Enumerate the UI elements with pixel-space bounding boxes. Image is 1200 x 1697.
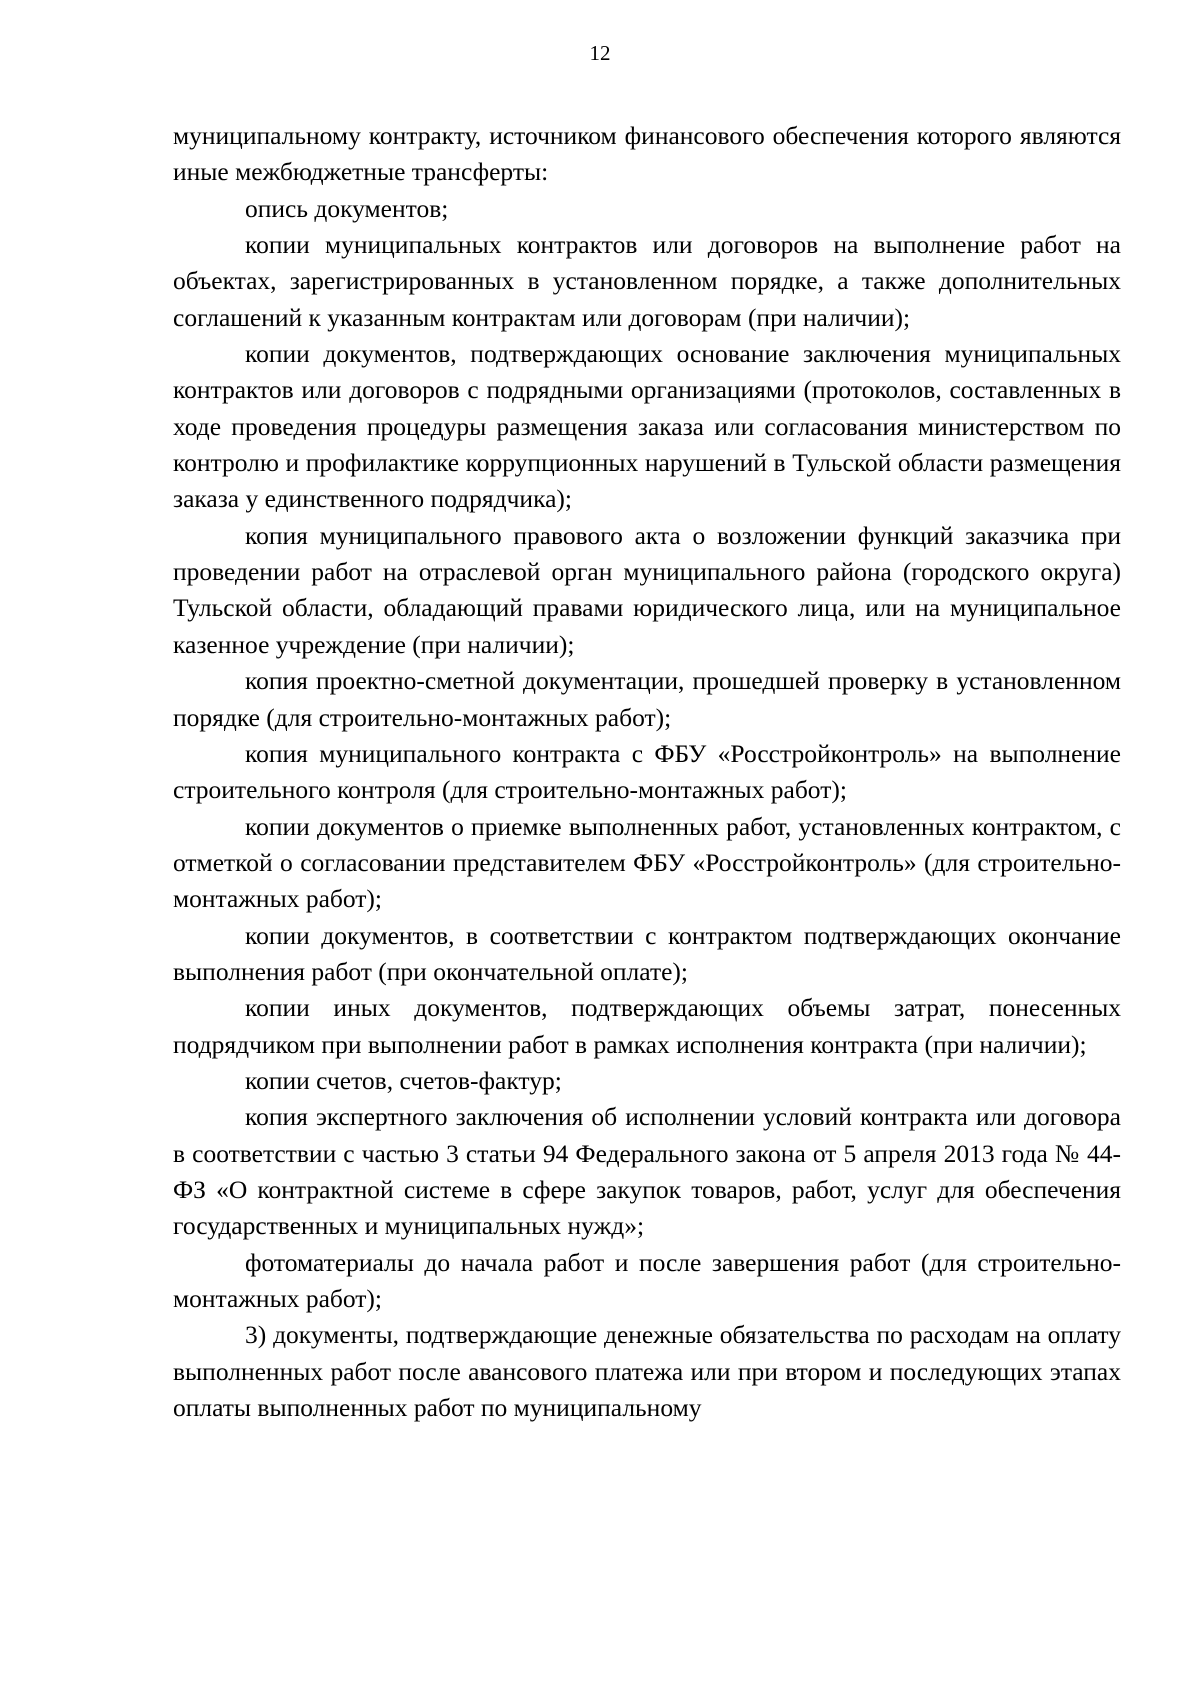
- paragraph-item-3: 3) документы, подтверждающие денежные обязательства по расходам на оплату выполненных работ после авансового платежа или при втором и последующих этапах оплаты выполненных работ по муниципальному: [173, 1320, 1121, 1423]
- paragraph-basis-documents: копии документов, подтверждающих основание заключения муниципальных контрактов или договоров с подрядными организациями (протоколов, составленных в ходе проведения процедуры размещения заказа или согласования министерством по контролю и профилактике коррупционных нарушений в Тульской области размещения заказа у единственного подрядчика);: [173, 339, 1121, 514]
- document-body: [173, 118, 1121, 1426]
- paragraph-design-estimate: копия проектно-сметной документации, прошедшей проверку в установленном порядке (для строительно-монтажных работ);: [173, 666, 1121, 732]
- paragraph-construction-control-contract: копия муниципального контракта с ФБУ «Росстройконтроль» на выполнение строительного контроля (для строительно-монтажных работ);: [173, 738, 1121, 805]
- paragraph-cost-documents: копии иных документов, подтверждающих объемы затрат, понесенных подрядчиком при выполнении работ в рамках исполнения контракта (при наличии);: [173, 993, 1121, 1059]
- paragraph-expert-conclusion: копия экспертного заключения об исполнении условий контракта или договора в соответствии с частью 3 статьи 94 Федерального закона от 5 апреля 2013 года № 44-ФЗ «О контрактной системе в сфере закупок товаров, работ, услуг для обеспечения государственных и муниципальных нужд»;: [173, 1102, 1121, 1241]
- paragraph-document-inventory: опись документов;: [245, 193, 449, 223]
- paragraph-invoices: копии счетов, счетов-фактур;: [245, 1065, 562, 1095]
- page-number: 12: [589, 41, 611, 65]
- paragraph-legal-act-copy: копия муниципального правового акта о возложении функций заказчика при проведении работ на отраслевой орган муниципального района (городского округа) Тульской области, обладающий правами юридического лица, или на муниципальное казенное учреждение (при наличии);: [173, 520, 1121, 659]
- paragraph-completion-documents: копии документов, в соответствии с контрактом подтверждающих окончание выполнения работ (при окончательной оплате);: [173, 920, 1121, 986]
- paragraph-acceptance-documents: копии документов о приемке выполненных работ, установленных контрактом, с отметкой о согласовании представителем ФБУ «Росстройконтроль» (для строительно-монтажных работ);: [173, 811, 1121, 914]
- paragraph-contract-copies: копии муниципальных контрактов или договоров на выполнение работ на объектах, зарегистрированных в установленном порядке, а также дополнительных соглашений к указанным контрактам или договорам (при наличии);: [173, 230, 1121, 332]
- paragraph-continuation: муниципальному контракту, источником финансового обеспечения которого являются иные межбюджетные трансферты:: [173, 121, 1121, 187]
- paragraph-photo-materials: фотоматериалы до начала работ и после завершения работ (для строительно-монтажных работ);: [173, 1247, 1121, 1313]
